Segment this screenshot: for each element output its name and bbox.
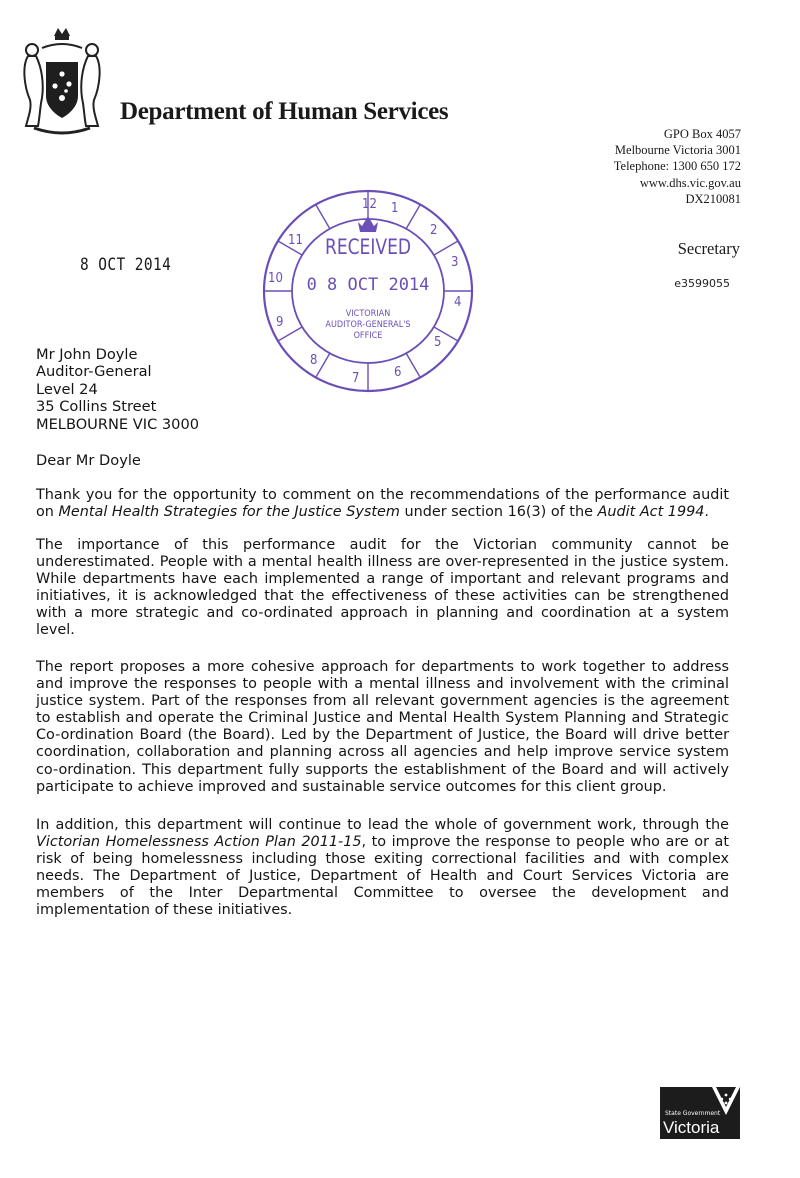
stamp-clock-number: 4 bbox=[454, 295, 462, 310]
contact-line: Telephone: 1300 650 172 bbox=[613, 159, 741, 174]
address-line: Auditor-General bbox=[36, 363, 152, 381]
letter-date: 8 OCT 2014 bbox=[80, 255, 172, 275]
act-title: Audit Act 1994 bbox=[597, 504, 705, 521]
plan-title: Victorian Homelessness Action Plan 2011-15 bbox=[36, 834, 362, 851]
address-line: Mr John Doyle bbox=[36, 346, 138, 363]
contact-line: GPO Box 4057 bbox=[663, 127, 741, 141]
contact-line: Melbourne Victoria 3001 bbox=[614, 143, 741, 158]
received-stamp bbox=[258, 186, 478, 396]
stamp-clock-number: 6 bbox=[394, 365, 402, 380]
body-paragraph: Thank you for the opportunity to comment on the recommendations of the performance audit on Mental Health Strategies for the Justice System under section 16(3) of the Audit Act 1994. bbox=[36, 487, 729, 521]
stamp-office-line: AUDITOR-GENERAL'S bbox=[325, 320, 411, 330]
stamp-clock-number: 12 bbox=[362, 197, 377, 212]
logo-small-text: State Government bbox=[665, 1110, 721, 1117]
stamp-office-line: VICTORIAN bbox=[345, 309, 391, 319]
stamp-clock-number: 1 bbox=[391, 201, 399, 216]
victoria-government-logo bbox=[660, 1087, 740, 1139]
stamp-clock-number: 5 bbox=[434, 335, 442, 350]
body-paragraph: The importance of this performance audit for the Victorian community cannot be underestimated. People with a mental health illness are over-represented in the justice system. While departments have each implemented a range of important and relevant programs and initiatives, it is acknowledged that the effectiveness of these activities can be strengthened with a more strategic and co-ordinated approach in planning and coordination at a system level. bbox=[36, 537, 729, 639]
stamp-clock-number: 11 bbox=[288, 233, 303, 248]
body-paragraph: The report proposes a more cohesive approach for departments to work together to address and improve the responses to people with a mental illness and involvement with the criminal justice system. Part of the responses from all relevant government agencies is the agreement to establish and operate the Criminal Justice and Mental Health System Planning and Strategic Co-ordination Board (the Board). Led by the Department of Justice, the Board will drive better coordination, collaboration and planning across all agencies and help improve service system co-ordination. This department fully supports the establishment of the Board and will actively participate to achieve improved and sustainable service outcomes for this client group. bbox=[36, 659, 729, 795]
coat-of-arms-logo bbox=[14, 26, 110, 138]
reference-number: e3599055 bbox=[674, 277, 730, 290]
address-line: 35 Collins Street bbox=[36, 398, 157, 416]
address-line: MELBOURNE VIC 3000 bbox=[36, 415, 200, 433]
stamp-clock-number: 9 bbox=[276, 315, 284, 330]
contact-line: www.dhs.vic.gov.au bbox=[639, 175, 741, 190]
stamp-clock-number: 2 bbox=[430, 223, 438, 238]
recipient-address bbox=[36, 346, 199, 433]
stamp-clock-number: 7 bbox=[352, 371, 360, 386]
stamp-received-title: RECEIVED bbox=[324, 234, 412, 260]
salutation: Dear Mr Doyle bbox=[36, 452, 141, 469]
contact-block bbox=[614, 126, 741, 207]
logo-victoria-text: Victoria bbox=[663, 1118, 720, 1137]
stamp-clock-number: 3 bbox=[451, 255, 459, 270]
stamp-clock-number: 8 bbox=[310, 353, 318, 368]
address-line: Level 24 bbox=[36, 380, 98, 398]
report-title: Mental Health Strategies for the Justice System bbox=[58, 504, 400, 521]
secretary-label: Secretary bbox=[677, 239, 740, 258]
stamp-clock-number: 10 bbox=[268, 271, 283, 286]
body-paragraph: In addition, this department will continue to lead the whole of government work, through the Victorian Homelessness Action Plan 2011-15, to improve the response to people who are or at risk of being homelessness including those exiting correctional facilities and with complex needs. The Department of Justice, Department of Health and Court Services Victoria are members of the Inter Departmental Committee to oversee the development and implementation of these initiatives. bbox=[36, 817, 730, 919]
stamp-date: 0 8 OCT 2014 bbox=[306, 275, 430, 295]
department-name: Department of Human Services bbox=[120, 98, 449, 125]
contact-line: DX210081 bbox=[685, 191, 741, 206]
stamp-office-line: OFFICE bbox=[353, 331, 383, 341]
